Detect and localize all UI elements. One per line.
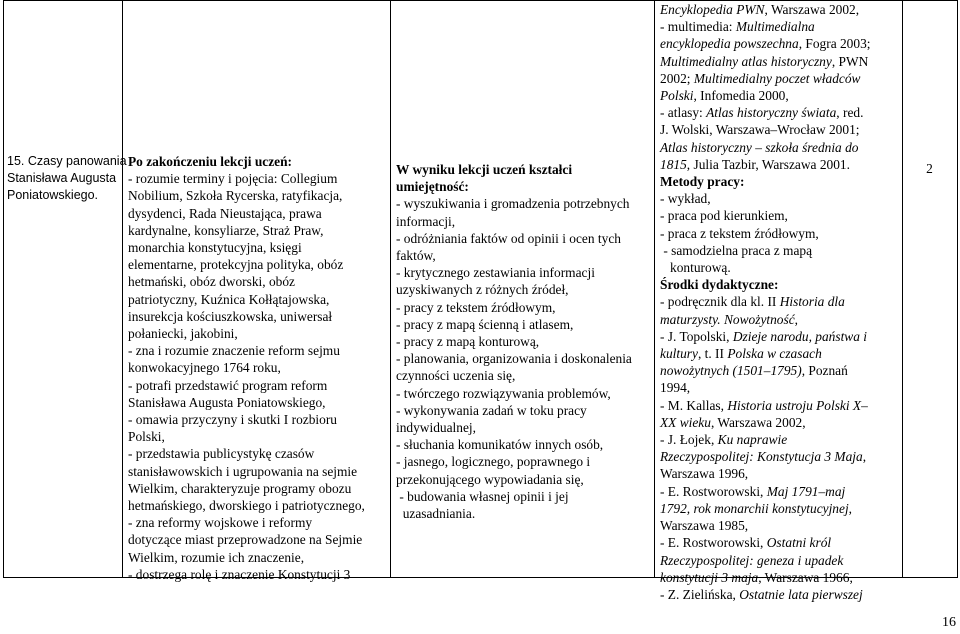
text-run: Multimedialna (735, 19, 815, 35)
aid-line (660, 483, 898, 500)
text-run: , PWN (831, 53, 869, 69)
aid-line (660, 379, 898, 396)
skill-line: - słuchania komunikatów innych osób, (396, 437, 604, 453)
skill-line: - wykonywania zadań w toku pracy (396, 402, 587, 418)
aid-line (660, 517, 898, 534)
aid-line (660, 552, 898, 569)
outcome-line: dotyczące miast przeprowadzone na Sejmie (128, 532, 363, 548)
text-run: , Warszawa 2002, (764, 2, 860, 17)
outcome-line: konwokacyjnego 1764 roku, (128, 360, 281, 376)
text-run: konstytucji 3 maja (660, 569, 759, 585)
aid-line (660, 534, 898, 551)
aids-list (660, 293, 898, 603)
skill-line: - pracy z mapą ścienną i atlasem, (396, 316, 574, 332)
outcome-line: Polski, (128, 429, 165, 445)
text-run: Ku naprawie (717, 432, 788, 448)
text-run: Ostatnie lata pierwszej (739, 586, 863, 602)
outcome-line: hetmańskiego, dworskiego i patriotycznego, (128, 498, 365, 514)
method-line: konturową. (660, 260, 731, 276)
aid-line (660, 586, 898, 603)
text-run: - M. Kallas, (660, 397, 728, 413)
text-run: , Infomedia 2000, (693, 88, 789, 104)
text-run: - E. Rostworowski, (660, 483, 767, 499)
skill-line: - pracy z tekstem źródłowym, (396, 299, 556, 315)
outcome-line: elementarne, protekcyjna polityka, obóz (128, 257, 344, 273)
lesson-plan-table (3, 0, 958, 602)
method-line: - samodzielna praca z mapą (660, 242, 813, 258)
text-run: , Poznań (801, 363, 848, 379)
page-number: 16 (942, 615, 956, 630)
text-run: Maj 1791–maj (766, 483, 846, 499)
skills-heading: W wyniku lekcji uczeń kształci (396, 162, 573, 177)
aid-line (660, 414, 898, 431)
text-run: J. Wolski, Warszawa–Wrocław 2001; (660, 122, 860, 138)
aids-heading: Środki dydaktyczne: (660, 277, 779, 293)
text-run: Multimedialny poczet władców (693, 70, 861, 86)
text-run: Dzieje narodu, państwa i (732, 328, 867, 344)
outcome-line: - przedstawia publicystykę czasów (128, 446, 315, 462)
aid-line (660, 362, 898, 379)
outcome-line: - rozumie terminy i pojęcia: Collegium (128, 171, 338, 187)
aid-line (660, 345, 898, 362)
text-run: - podręcznik dla kl. II (660, 294, 780, 310)
outcome-line: Wielkim, charakteryzuje programy obozu (128, 480, 352, 496)
text-run: , red. (836, 105, 864, 121)
text-run: nowożytnych (1501–1795) (660, 363, 802, 379)
reference-line (660, 156, 898, 173)
skill-line: - pracy z mapą konturową, (396, 334, 540, 350)
text-run: Atlas historyczny świata (706, 105, 837, 121)
reference-line (660, 87, 898, 104)
text-run: Polski (660, 88, 694, 104)
outcome-line: kardynalne, konsyliarze, Straż Praw, (128, 222, 324, 238)
outcome-line: Nobilium, Szkoła Rycerska, ratyfikacja, (128, 188, 343, 204)
text-run: kultury (660, 346, 698, 362)
outcome-line: - potrafi przedstawić program reform (128, 377, 328, 393)
text-run: Encyklopedia PWN (660, 2, 765, 17)
skill-line: - planowania, organizowania i doskonalenia (396, 351, 632, 367)
hours-count: 2 (926, 161, 933, 176)
aid-line (660, 500, 898, 517)
text-run: , Warszawa 1966, (758, 569, 853, 585)
method-line: - wykład, (660, 191, 711, 207)
aid-line (660, 293, 898, 310)
skill-line: - twórczego rozwiązywania problemów, (396, 385, 611, 401)
resources-column (654, 1, 902, 602)
text-run: maturzysty. Nowożytność (660, 311, 795, 327)
topic-line: 15. Czasy panowania (7, 154, 127, 168)
learning-outcomes-column (122, 1, 390, 582)
text-run: , Fogra 2003; (798, 36, 871, 52)
skill-line: faktów, (396, 248, 436, 264)
outcome-line: połaniecki, jakobini, (128, 326, 238, 342)
references-list (660, 1, 898, 173)
reference-line (660, 1, 898, 18)
text-run: 1994, (660, 380, 691, 396)
aid-line (660, 569, 898, 586)
topic-line: Poniatowskiego. (7, 188, 99, 202)
text-run: - E. Rostworowski, (660, 535, 767, 551)
aid-line (660, 431, 898, 448)
methods-list (660, 190, 898, 276)
outcome-line: - zna i rozumie znaczenie reform sejmu (128, 343, 340, 359)
text-run: Rzeczypospolitej: Konstytucja 3 Maja (660, 449, 863, 465)
topic-column (4, 1, 127, 577)
outcome-line: hetmański, obóz dworski, obóz (128, 274, 295, 290)
skill-line: - budowania własnej opinii i jej (396, 488, 569, 504)
text-run: 1815 (660, 156, 687, 172)
text-run: 2002; (660, 70, 694, 86)
outcome-line: - dostrzega rolę i znaczenie Konstytucji 3 (128, 566, 351, 582)
text-run: , (862, 449, 867, 465)
skill-line: - odróżniania faktów od opinii i ocen tych (396, 230, 621, 246)
text-run: , Julia Tazbir, Warszawa 2001. (686, 156, 850, 172)
reference-line (660, 70, 898, 87)
text-run: Warszawa 1985, (660, 518, 749, 534)
aid-line (660, 397, 898, 414)
text-run: - atlasy: (660, 105, 707, 121)
aid-line (660, 448, 898, 465)
text-run: , (794, 311, 799, 327)
text-run: encyklopedia powszechna (660, 36, 799, 52)
text-run: Multimedialny atlas historyczny (660, 53, 832, 69)
text-run: , t. II (697, 346, 728, 362)
outcome-line: Stanisława Augusta Poniatowskiego, (128, 394, 326, 410)
outcome-line: patriotyczny, Kuźnica Kołłątajowska, (128, 291, 330, 307)
skill-line: uzasadniania. (396, 506, 476, 522)
text-run: Warszawa 1996, (660, 466, 749, 482)
text-run: , Warszawa 2002, (710, 414, 806, 430)
outcome-line: Wielkim, rozumie ich znaczenie, (128, 549, 305, 565)
reference-line (660, 53, 898, 70)
outcome-line: stanisławowskich i ugrupowania na sejmie (128, 463, 358, 479)
outcomes-heading: Po zakończeniu lekcji uczeń: (128, 154, 293, 169)
text-run: - J. Topolski, (660, 328, 733, 344)
aid-line (660, 311, 898, 328)
reference-line (660, 139, 898, 156)
text-run: - J. Łojek, (660, 432, 718, 448)
methods-heading: Metody pracy: (660, 174, 745, 190)
outcome-line: - zna reformy wojskowe i reformy (128, 515, 313, 531)
skill-line: - jasnego, logicznego, poprawnego i (396, 454, 591, 470)
method-line: - praca pod kierunkiem, (660, 208, 788, 224)
hours-column (902, 1, 957, 577)
outcomes-list (128, 170, 386, 583)
text-run: , (848, 500, 853, 516)
reference-line (660, 35, 898, 52)
text-run: XX wieku (660, 414, 711, 430)
aid-line (660, 465, 898, 482)
skill-line: przekonującego wypowiadania się, (396, 471, 584, 487)
method-line: - praca z tekstem źródłowym, (660, 225, 819, 241)
text-run: - Z. Zielińska, (660, 586, 740, 602)
outcome-line: dysydenci, Rada Nieustająca, prawa (128, 205, 322, 221)
reference-line (660, 104, 898, 121)
text-run: Historia dla (779, 294, 845, 310)
text-run: 1792, rok monarchii konstytucyjnej (660, 500, 849, 516)
skill-line: uzyskiwanych z różnych źródeł, (396, 282, 569, 298)
skill-line: - krytycznego zestawiania informacji (396, 265, 595, 281)
text-run: Polska w czasach (727, 346, 822, 362)
reference-line (660, 18, 898, 35)
skill-line: czynności uczenia się, (396, 368, 516, 384)
outcome-line: - omawia przyczyny i skutki I rozbioru (128, 412, 337, 428)
skill-line: indywidualnej, (396, 420, 476, 436)
outcome-line: insurekcja kościuszkowska, uniwersał (128, 308, 333, 324)
text-run: Rzeczypospolitej: geneza i upadek (660, 552, 844, 568)
aid-line (660, 328, 898, 345)
skill-line: informacji, (396, 213, 456, 229)
skills-column (390, 1, 654, 577)
skills-list (396, 195, 650, 522)
text-run: Atlas historyczny – szkoła średnia do (660, 139, 859, 155)
reference-line (660, 121, 898, 138)
text-run: Historia ustroju Polski X– (727, 397, 868, 413)
topic-title (7, 153, 127, 204)
text-run: Ostatni król (766, 535, 832, 551)
outcome-line: monarchia konstytucyjna, księgi (128, 240, 302, 256)
topic-line: Stanisława Augusta (7, 171, 117, 185)
skills-heading: umiejętność: (396, 179, 469, 195)
text-run: - multimedia: (660, 19, 736, 35)
skill-line: - wyszukiwania i gromadzenia potrzebnych (396, 196, 630, 212)
